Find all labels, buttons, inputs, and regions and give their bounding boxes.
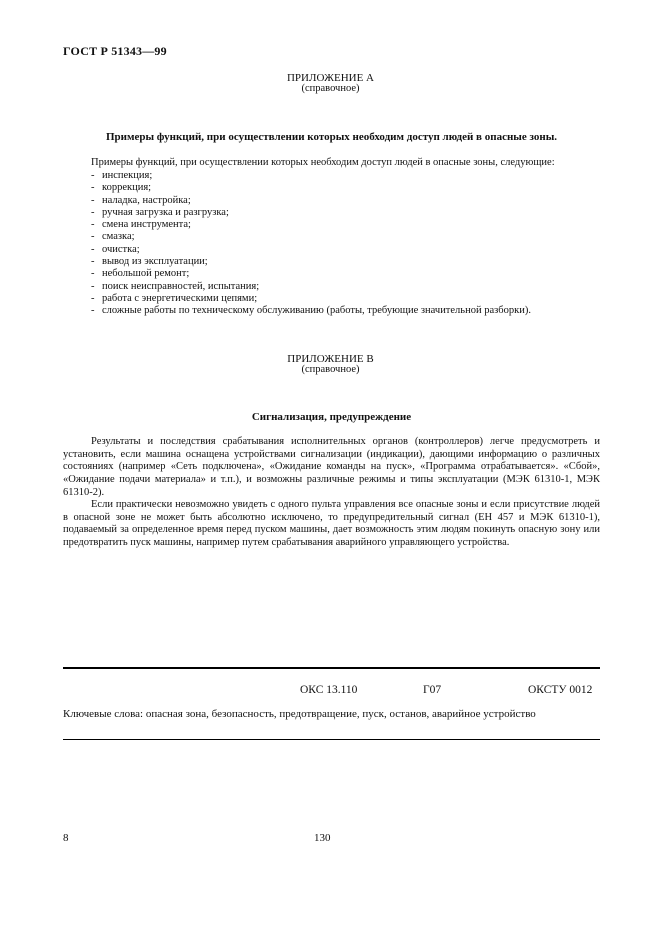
list-item: - ручная загрузка и разгрузка; [91, 207, 531, 219]
appendix-b-heading: Сигнализация, предупреждение [251, 411, 412, 423]
list-item: - поиск неисправностей, испытания; [91, 281, 531, 293]
appendix-a-subtitle: (справочное) [301, 83, 360, 94]
function-list [91, 170, 531, 318]
list-item: - смазка; [91, 231, 531, 243]
list-item: - работа с энергетическими цепями; [91, 293, 531, 305]
top-divider [63, 667, 600, 669]
okstu-code: ОКСТУ 0012 [528, 684, 593, 696]
list-item: - вывод из эксплуатации; [91, 256, 531, 268]
list-item: - коррекция; [91, 182, 531, 194]
appendix-b-title: ПРИЛОЖЕНИЕ В [287, 353, 374, 365]
oks-code: ОКС 13.110 [300, 684, 358, 696]
list-item: - очистка; [91, 244, 531, 256]
appendix-a-title: ПРИЛОЖЕНИЕ А [286, 72, 374, 84]
appendix-b-subtitle: (справочное) [301, 364, 360, 375]
group-code: Г07 [423, 684, 442, 696]
appendix-a-heading: Примеры функций, при осуществлении которых необходим доступ людей в опасные зоны. [105, 131, 558, 143]
appendix-a-intro: Примеры функций, при осуществлении которых необходим доступ людей в опасные зоны, следующие: [91, 157, 555, 168]
appendix-b-paragraph-2: Если практически невозможно увидеть с одного пульта управления все опасные зоны и если присутствие людей в опасной зоне не может быть абсолютно исключено, то предупредительный сигнал (ЕН 457 и МЭК 61310-1), подаваемый за определенное время перед пуском машины, дает возможность этим людям покинуть опасную зону или предотвратить пуск машины, например путем срабатывания аварийного управляющего устройства. [63, 499, 600, 549]
page-number-center: 130 [314, 832, 331, 844]
list-item: - инспекция; [91, 170, 531, 182]
list-item: - наладка, настройка; [91, 195, 531, 207]
keywords-line: Ключевые слова: опасная зона, безопасность, предотвращение, пуск, останов, аварийное устройство [63, 708, 536, 720]
list-item: - сложные работы по техническому обслуживанию (работы, требующие значительной разборки). [91, 305, 531, 317]
list-item: - небольшой ремонт; [91, 268, 531, 280]
page-number-left: 8 [63, 832, 69, 844]
bottom-divider [63, 739, 600, 740]
document-header-code: ГОСТ Р 51343—99 [63, 44, 167, 58]
list-item: - смена инструмента; [91, 219, 531, 231]
appendix-b-paragraph-1: Результаты и последствия срабатывания исполнительных органов (контроллеров) легче предусмотреть и установить, если машина оснащена устройствами сигнализации (индикации), дающими информацию о различных состояниях (например «Сеть подключена», «Ожидание команды на пуск», «Программа отрабатывается». «Сбой», «Ожидание подачи материала» и т.п.), и возможны различные режимы и типы эксплуатации (МЭК 61310-1, МЭК 61310-2). [63, 436, 600, 498]
